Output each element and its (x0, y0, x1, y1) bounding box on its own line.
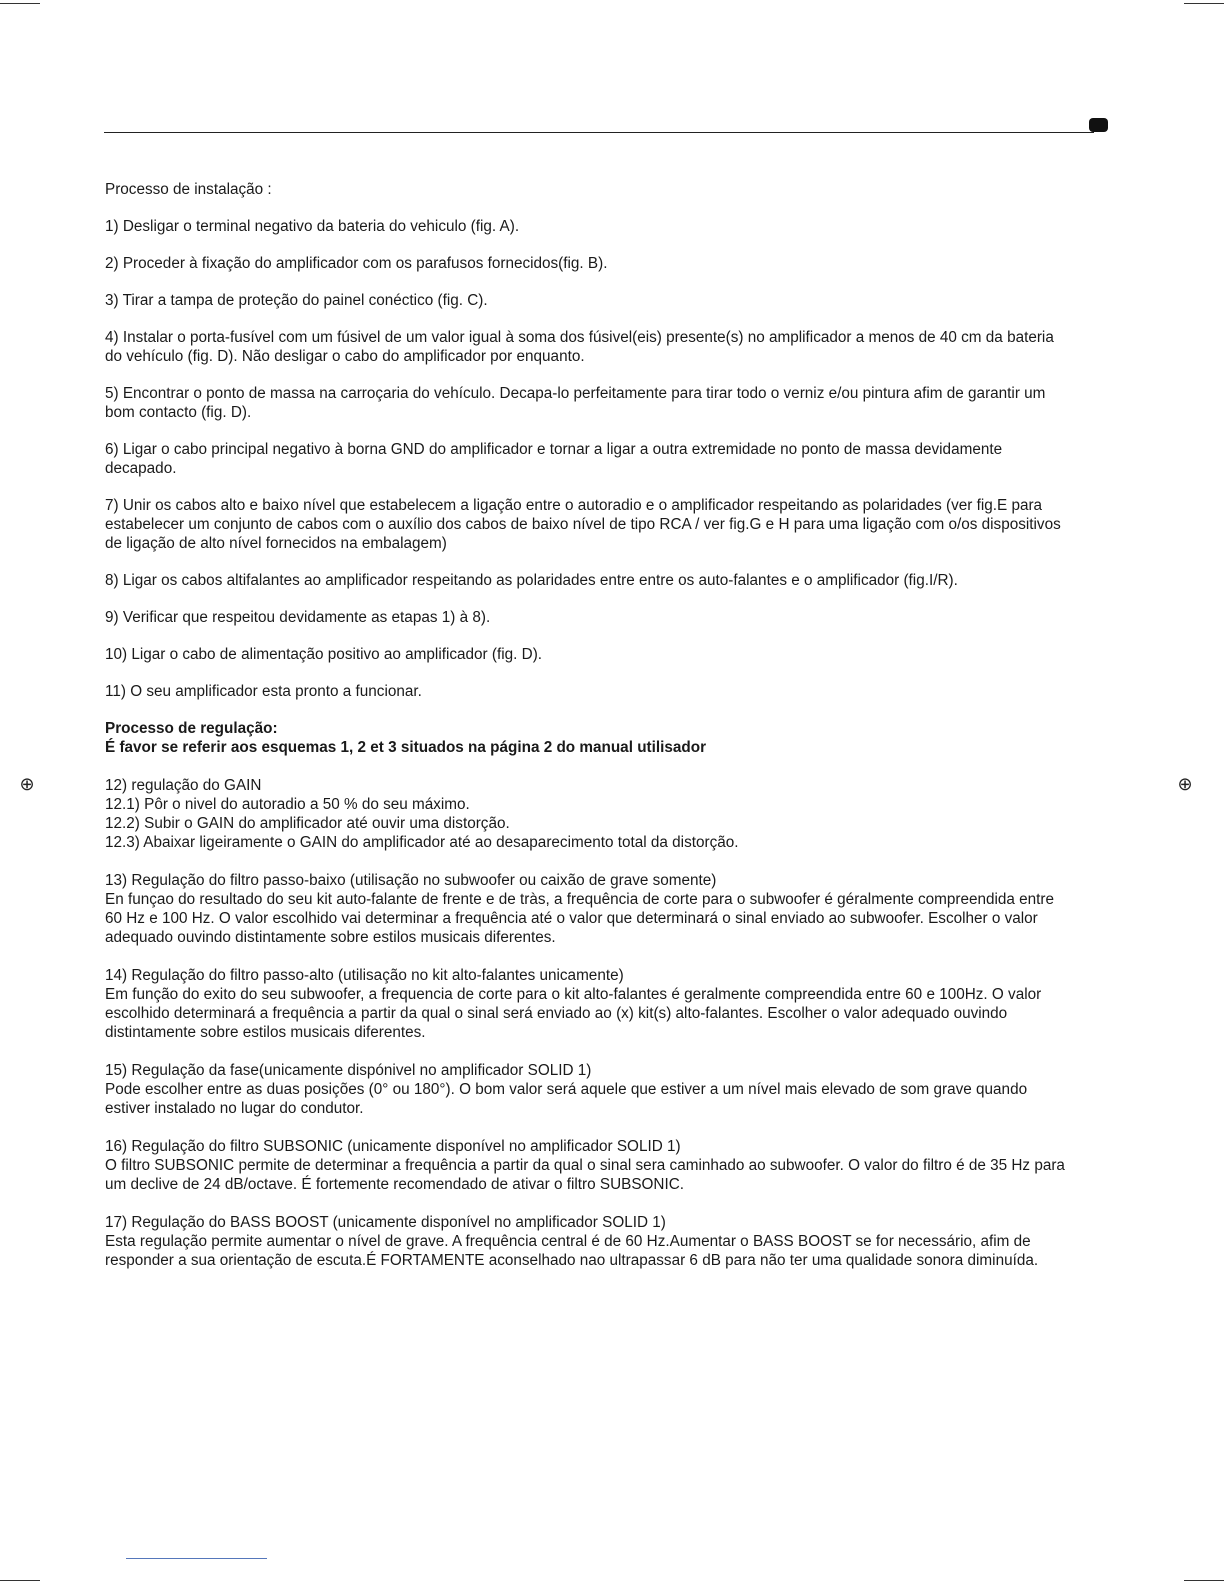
crop-mark-bottom-left (0, 1580, 40, 1581)
footer-line (126, 1558, 267, 1559)
phase-section (105, 1061, 1065, 1118)
gain-step: 12.1) Pôr o nivel do autoradio a 50 % do seu máximo. (105, 796, 470, 813)
bassboost-text: Esta regulação permite aumentar o nível de grave. A frequência central é de 60 Hz.Aumentar o BASS BOOST se for necessário, afim de responder a sua orientação de escuta.É FORTAMENTE aconselhado nao ultrapassar 6 dB para não ter uma qualidade sonora diminuída. (105, 1233, 1039, 1269)
subsonic-section (105, 1137, 1065, 1194)
subsonic-text: O filtro SUBSONIC permite de determinar a frequência a partir da qual o sinal sera caminhado ao subwoofer. O valor do filtro é de 35 Hz para um declive de 24 dB/octave. É fortemente recomendado de ativar o filtro SUBSONIC. (105, 1157, 1065, 1193)
install-step: 7) Unir os cabos alto e baixo nível que estabelecem a ligação entre o autoradio e o amplificador respeitando as polaridades (ver fig.E para estabelecer um conjunto de cabos com o auxílio dos cabos de baixo nível de tipo RCA / ver fig.G e H para uma ligação com o/os dispositivos de ligação de alto nível fornecidos na embalagem) (105, 497, 1061, 552)
install-step: 3) Tirar a tampa de proteção do painel conéctico (fig. C). (105, 292, 488, 309)
gain-step: 12.3) Abaixar ligeiramente o GAIN do amplificador até ao desaparecimento total da distorção. (105, 834, 739, 851)
crop-mark-bottom-right (1184, 1580, 1224, 1581)
lowpass-title: 13) Regulação do filtro passo-baixo (utilisação no subwoofer ou caixão de grave somente) (105, 872, 717, 889)
regulation-heading: Processo de regulação: (105, 720, 278, 737)
registration-mark-icon: ⊕ (19, 774, 35, 794)
bassboost-section (105, 1213, 1065, 1270)
crop-mark-top-left (0, 3, 40, 4)
install-step: 6) Ligar o cabo principal negativo à borna GND do amplificador e tornar a ligar a outra extremidade no ponto de massa devidamente decapado. (105, 441, 1003, 477)
lowpass-text: En funçao do resultado do seu kit auto-falante de frente e de tràs, a frequência de corte para o subwoofer é géralmente compreendida entre 60 Hz e 100 Hz. O valor escolhido vai determinar a frequência até o valor que determinará o sinal enviado ao subwoofer. Escolher o valor adequado ouvindo distintamente sobre estilos musicais diferentes. (105, 891, 1055, 946)
header-tab-marker (1089, 118, 1108, 132)
highpass-text: Em função do exito do seu subwoofer, a frequencia de corte para o kit alto-falantes é geralmente compreendida entre 60 e 100Hz. O valor escolhido determinará a frequência a partir da qual o sinal será enviado ao (x) kit(s) alto-falantes. Escolher o valor adequado ouvindo distintamente sobre estilos musicais diferentes. (105, 986, 1042, 1041)
highpass-section (105, 966, 1065, 1042)
install-step: 4) Instalar o porta-fusível com um fúsivel de um valor igual à soma dos fúsivel(eis) presente(s) no amplificador a menos de 40 cm da bateria do vehículo (fig. D). Não desligar o cabo do amplificador por enquanto. (105, 329, 1054, 365)
install-heading: Processo de instalação : (105, 181, 272, 198)
install-step: 9) Verificar que respeitou devidamente as etapas 1) à 8). (105, 609, 491, 626)
regulation-subheading: É favor se referir aos esquemas 1, 2 et 3 situados na página 2 do manual utilisador (105, 739, 707, 756)
highpass-title: 14) Regulação do filtro passo-alto (utilisação no kit alto-falantes unicamente) (105, 967, 624, 984)
lowpass-section (105, 871, 1065, 947)
phase-title: 15) Regulação da fase(unicamente dispónivel no amplificador SOLID 1) (105, 1062, 592, 1079)
install-step: 5) Encontrar o ponto de massa na carroçaria do vehículo. Decapa-lo perfeitamente para tirar todo o verniz e/ou pintura afim de garantir um bom contacto (fig. D). (105, 385, 1046, 421)
regulation-header (105, 719, 1065, 757)
document-body (105, 180, 1065, 1289)
install-step: 10) Ligar o cabo de alimentação positivo ao amplificador (fig. D). (105, 646, 543, 663)
registration-mark-icon: ⊕ (1177, 774, 1193, 794)
install-step: 2) Proceder à fixação do amplificador com os parafusos fornecidos(fig. B). (105, 255, 608, 272)
gain-title: 12) regulação do GAIN (105, 777, 262, 794)
gain-step: 12.2) Subir o GAIN do amplificador até ouvir uma distorção. (105, 815, 510, 832)
install-step: 8) Ligar os cabos altifalantes ao amplificador respeitando as polaridades entre entre os auto-falantes e o amplificador (fig.I/R). (105, 572, 958, 589)
subsonic-title: 16) Regulação do filtro SUBSONIC (unicamente disponível no amplificador SOLID 1) (105, 1138, 681, 1155)
install-step: 1) Desligar o terminal negativo da bateria do vehiculo (fig. A). (105, 218, 520, 235)
install-step: 11) O seu amplificador esta pronto a funcionar. (105, 683, 422, 700)
header-rule (104, 132, 1094, 133)
bassboost-title: 17) Regulação do BASS BOOST (unicamente disponível no amplificador SOLID 1) (105, 1214, 666, 1231)
crop-mark-top-right (1184, 3, 1224, 4)
phase-text: Pode escolher entre as duas posições (0° ou 180°). O bom valor será aquele que estiver a um nível mais elevado de som grave quando estiver instalado no lugar do condutor. (105, 1081, 1028, 1117)
gain-section (105, 776, 1065, 852)
